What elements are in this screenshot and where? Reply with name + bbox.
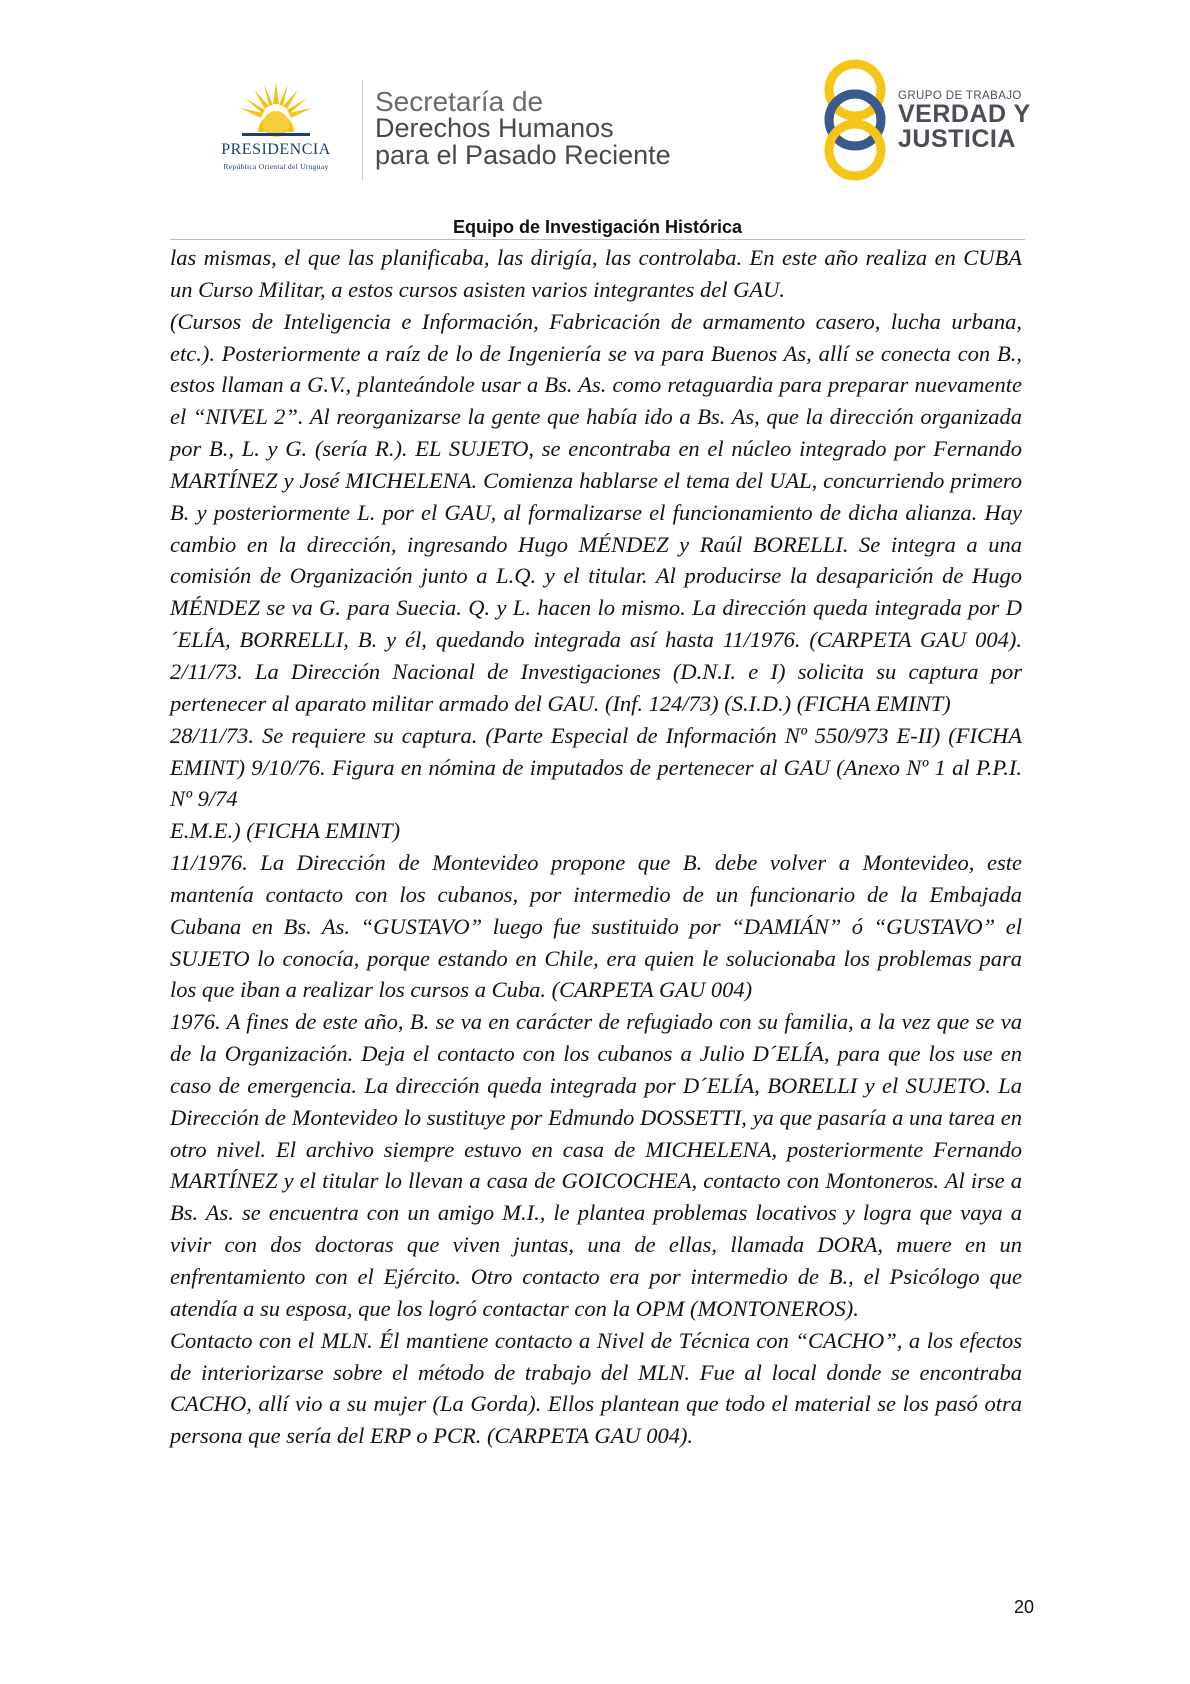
body-paragraph: E.M.E.) (FICHA EMINT) (170, 818, 401, 844)
secretaria-logo (375, 88, 705, 169)
header-divider (362, 80, 363, 180)
body-paragraph: 28/11/73. Se requiere su captura. (Parte Especial de Información Nº 550/973 E-II) (FICHA EMINT) 9/10/76. Figura en nómina de imputados de pertenecer al GAU (Anexo Nº 1 al P.P.I. Nº 9/74 (170, 722, 1022, 812)
secretaria-line-1: Secretaría de (375, 86, 544, 117)
presidencia-subtitle: República Oriental del Uruguay (223, 162, 329, 171)
body-paragraph: 1976. A fines de este año, B. se va en carácter de refugiado con su familia, a la vez que se va de la Organización. Deja el contacto con los cubanos a Julio D´ELÍA, para que los use en caso de emergencia. La dirección queda integrada por D´ELÍA, BORELLI y el SUJETO. La Dirección de Montevideo lo sustituye por Edmundo DOSSETTI, ya que pasaría a una tarea en otro nivel. El archivo siempre estuvo en casa de MICHELENA, posteriormente Fernando MARTÍNEZ y el titular lo llevan a casa de GOICOCHEA, contacto con Montoneros. Al irse a Bs. As. se encuentra con un amigo M.I., le plantea problemas locativos y logra que vaya a vivir con dos doctoras que viven juntas, una de ellas, llamada DORA, muere en un enfrentamiento con el Ejército. Otro contacto era por intermedio de B., el Psicólogo que atendía a su esposa, que los logró contactar con la OPM (MONTONEROS). (170, 1009, 1022, 1321)
body-paragraph: las mismas, el que las planificaba, las dirigía, las controlaba. En este año realiza en CUBA un Curso Militar, a estos cursos asisten varios integrantes del GAU. (170, 245, 1022, 302)
body-paragraph: 11/1976. La Dirección de Montevideo propone que B. debe volver a Montevideo, este mantenía contacto con los cubanos, por intermedio de un funcionario de la Embajada Cubana en Bs. As. “GUSTAVO” luego fue sustituido por “DAMIÁN” ó “GUSTAVO” el SUJETO lo conocía, porque estando en Chile, era quien le solucionaba los problemas para los que iban a realizar los cursos a Cuba. (CARPETA GAU 004) (170, 850, 1022, 1003)
secretaria-line-2: Derechos Humanos (375, 113, 614, 143)
justicia-label: JUSTICIA (898, 125, 1016, 153)
verdad-justicia-logo (818, 56, 1038, 186)
body-paragraph: Contacto con el MLN. Él mantiene contacto a Nivel de Técnica con “CACHO”, a los efectos de interiorizarse sobre el método de trabajo del MLN. Fue al local donde se encontraba CACHO, allí vio a su mujer (La Gorda). Ellos plantean que todo el material se los pasó otra persona que sería del ERP o PCR. (CARPETA GAU 004). (170, 1327, 1022, 1449)
grupo-label: GRUPO DE TRABAJO (898, 90, 1022, 102)
document-body (170, 242, 1022, 1452)
linked-rings-icon (818, 56, 892, 184)
section-title: Equipo de Investigación Histórica (452, 217, 743, 237)
secretaria-line-3: para el Pasado Reciente (375, 140, 671, 170)
presidencia-logo (196, 78, 356, 178)
presidencia-name: PRESIDENCIA (221, 141, 331, 158)
verdad-justicia-text (898, 90, 1031, 152)
verdad-label: VERDAD Y (898, 100, 1031, 128)
sun-emblem-icon (236, 78, 316, 140)
page-number: 20 (1013, 1597, 1034, 1617)
body-paragraph: (Cursos de Inteligencia e Información, Fabricación de armamento casero, lucha urbana, etc.). Posteriormente a raíz de lo de Ingeniería se va para Buenos As, allí se conecta con B., estos llaman a G.V., planteándole usar a Bs. As. como retaguardia para preparar nuevamente el “NIVEL 2”. Al reorganizarse la gente que había ido a Bs. As, que la dirección organizada por B., L. y G. (sería R.). EL SUJETO, se encontraba en el núcleo integrado por Fernando MARTÍNEZ y José MICHELENA. Comienza hablarse el tema del UAL, concurriendo primero B. y posteriormente L. por el GAU, al formalizarse el funcionamiento de dicha alianza. Hay cambio en la dirección, ingresando Hugo MÉNDEZ y Raúl BORELLI. Se integra a una comisión de Organización junto a L.Q. y el titular. Al producirse la desaparición de Hugo MÉNDEZ se va G. para Suecia. Q. y L. hacen lo mismo. La dirección queda integrada por D ´ELÍA, BORRELLI, B. y él, quedando integrada así hasta 11/1976. (CARPETA GAU 004). 2/11/73. La Dirección Nacional de Investigaciones (D.N.I. e I) solicita su captura por pertenecer al aparato militar armado del GAU. (Inf. 124/73) (S.I.D.) (FICHA EMINT) (170, 308, 1022, 716)
title-rule (170, 239, 1025, 240)
